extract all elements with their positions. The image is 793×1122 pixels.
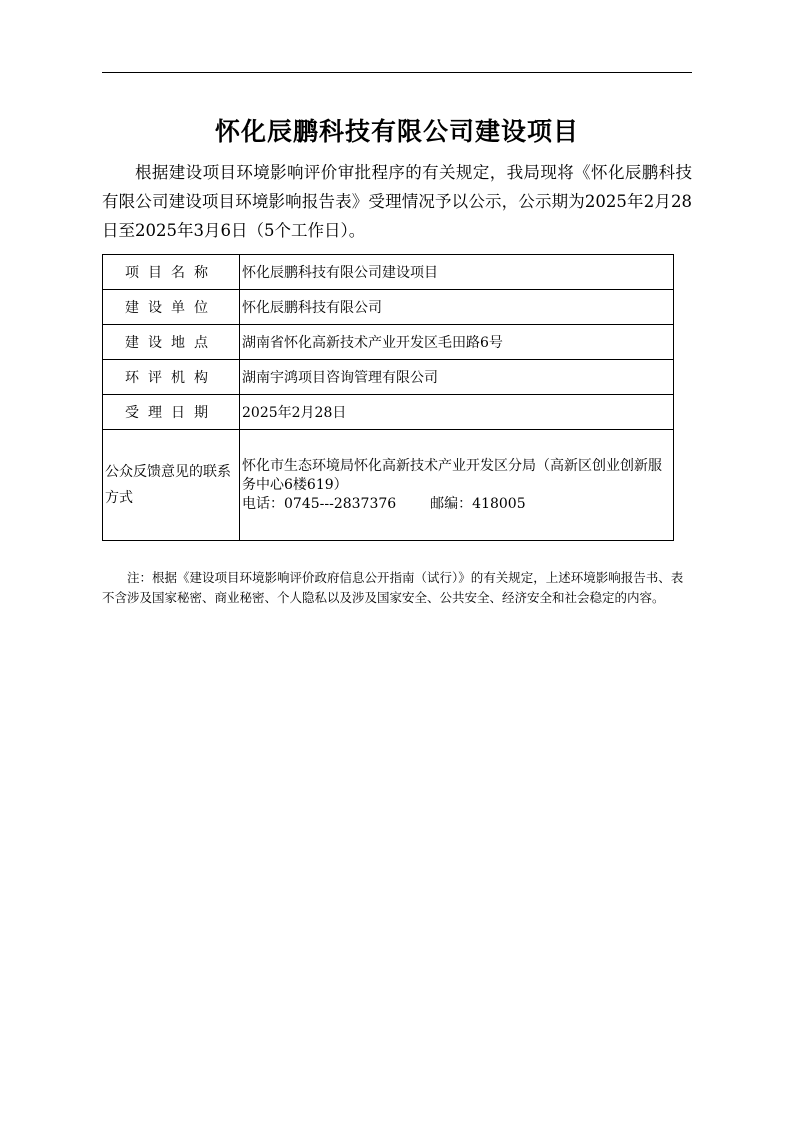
row-value-builder: 怀化辰鹏科技有限公司: [240, 290, 674, 325]
intro-paragraph: 根据建设项目环境影响评价审批程序的有关规定，我局现将《怀化辰鹏科技有限公司建设项目环境影响报告表》受理情况予以公示，公示期为2025年2月28日至2025年3月6日（5个工作日）。: [102, 163, 692, 240]
table-row: [103, 255, 674, 290]
contact-address: 怀化市生态环境局怀化高新技术产业开发区分局（高新区创业创新服务中心6楼619）: [242, 457, 662, 493]
contact-postcode: 邮编：418005: [430, 495, 526, 512]
table-row: [103, 360, 674, 395]
row-value-contact: [240, 430, 674, 541]
table-row: [103, 290, 674, 325]
project-info-table: [102, 254, 674, 541]
row-label-project-name: 项目名称: [103, 255, 240, 290]
table-row: [103, 325, 674, 360]
footnote: 注：根据《建设项目环境影响评价政府信息公开指南（试行）》的有关规定，上述环境影响报告书、表不含涉及国家秘密、商业秘密、个人隐私以及涉及国家安全、公共安全、经济安全和社会稳定的内容。: [102, 570, 684, 605]
row-value-location: 湖南省怀化高新技术产业开发区毛田路6号: [240, 325, 674, 360]
row-label-accept-date: 受理日期: [103, 395, 240, 430]
row-value-eia-agency: 湖南宇鸿项目咨询管理有限公司: [240, 360, 674, 395]
row-value-accept-date: 2025年2月28日: [240, 395, 674, 430]
row-label-builder: 建设单位: [103, 290, 240, 325]
top-rule: [102, 72, 692, 73]
row-label-location: 建设地点: [103, 325, 240, 360]
row-label-contact: 公众反馈意见的联系方式: [103, 430, 240, 541]
contact-phone-line: [242, 495, 671, 514]
contact-phone: 电话：0745---2837376: [242, 495, 397, 512]
document-title: 怀化辰鹏科技有限公司建设项目: [214, 117, 579, 146]
row-label-eia-agency: 环评机构: [103, 360, 240, 395]
table-row-contact: [103, 430, 674, 541]
row-value-project-name: 怀化辰鹏科技有限公司建设项目: [240, 255, 674, 290]
table-row: [103, 395, 674, 430]
